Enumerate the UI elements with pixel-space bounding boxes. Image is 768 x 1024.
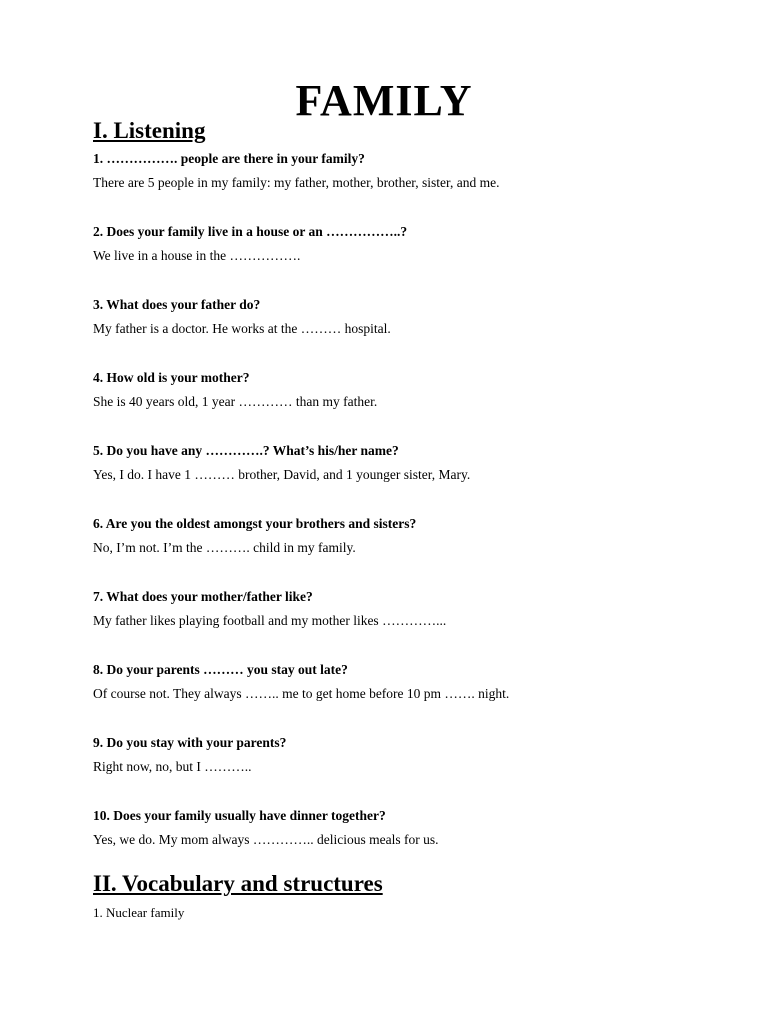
question-text: 5. Do you have any ………….? What’s his/her name? xyxy=(93,443,399,458)
answer-text: Right now, no, but I ……….. xyxy=(93,759,252,774)
question-text: 3. What does your father do? xyxy=(93,297,261,312)
question-text: 6. Are you the oldest amongst your brothers and sisters? xyxy=(93,516,417,531)
question-text: 8. Do your parents ……… you stay out late? xyxy=(93,662,348,677)
answer-text: There are 5 people in my family: my father, mother, brother, sister, and me. xyxy=(93,175,500,190)
answer-text: She is 40 years old, 1 year ………… than my father. xyxy=(93,394,378,409)
answer-text: Yes, we do. My mom always ………….. delicious meals for us. xyxy=(93,832,439,847)
question-text: 9. Do you stay with your parents? xyxy=(93,735,287,750)
question-item xyxy=(93,515,713,588)
document-title: FAMILY xyxy=(295,76,473,125)
question-item xyxy=(93,661,713,734)
answer-text: No, I’m not. I’m the ………. child in my family. xyxy=(93,540,356,555)
question-text: 2. Does your family live in a house or an ……………..? xyxy=(93,224,408,239)
question-text: 7. What does your mother/father like? xyxy=(93,589,313,604)
question-item xyxy=(93,442,713,515)
listening-question-list xyxy=(93,150,713,880)
answer-text: Yes, I do. I have 1 ……… brother, David, and 1 younger sister, Mary. xyxy=(93,467,471,482)
question-item xyxy=(93,296,713,369)
question-item xyxy=(93,588,713,661)
section-heading-listening: I. Listening xyxy=(93,118,206,143)
question-item xyxy=(93,223,713,296)
question-item xyxy=(93,734,713,807)
question-item xyxy=(93,369,713,442)
answer-text: My father likes playing football and my mother likes …………... xyxy=(93,613,447,628)
question-item xyxy=(93,150,713,223)
vocabulary-item: 1. Nuclear family xyxy=(93,905,185,920)
question-text: 1. ……………. people are there in your family? xyxy=(93,151,365,166)
section-heading-vocabulary: II. Vocabulary and structures xyxy=(93,871,383,896)
question-text: 4. How old is your mother? xyxy=(93,370,250,385)
answer-text: Of course not. They always …….. me to get home before 10 pm ……. night. xyxy=(93,686,510,701)
question-text: 10. Does your family usually have dinner together? xyxy=(93,808,386,823)
answer-text: My father is a doctor. He works at the ……… hospital. xyxy=(93,321,391,336)
question-item xyxy=(93,807,713,880)
answer-text: We live in a house in the ……………. xyxy=(93,248,301,263)
